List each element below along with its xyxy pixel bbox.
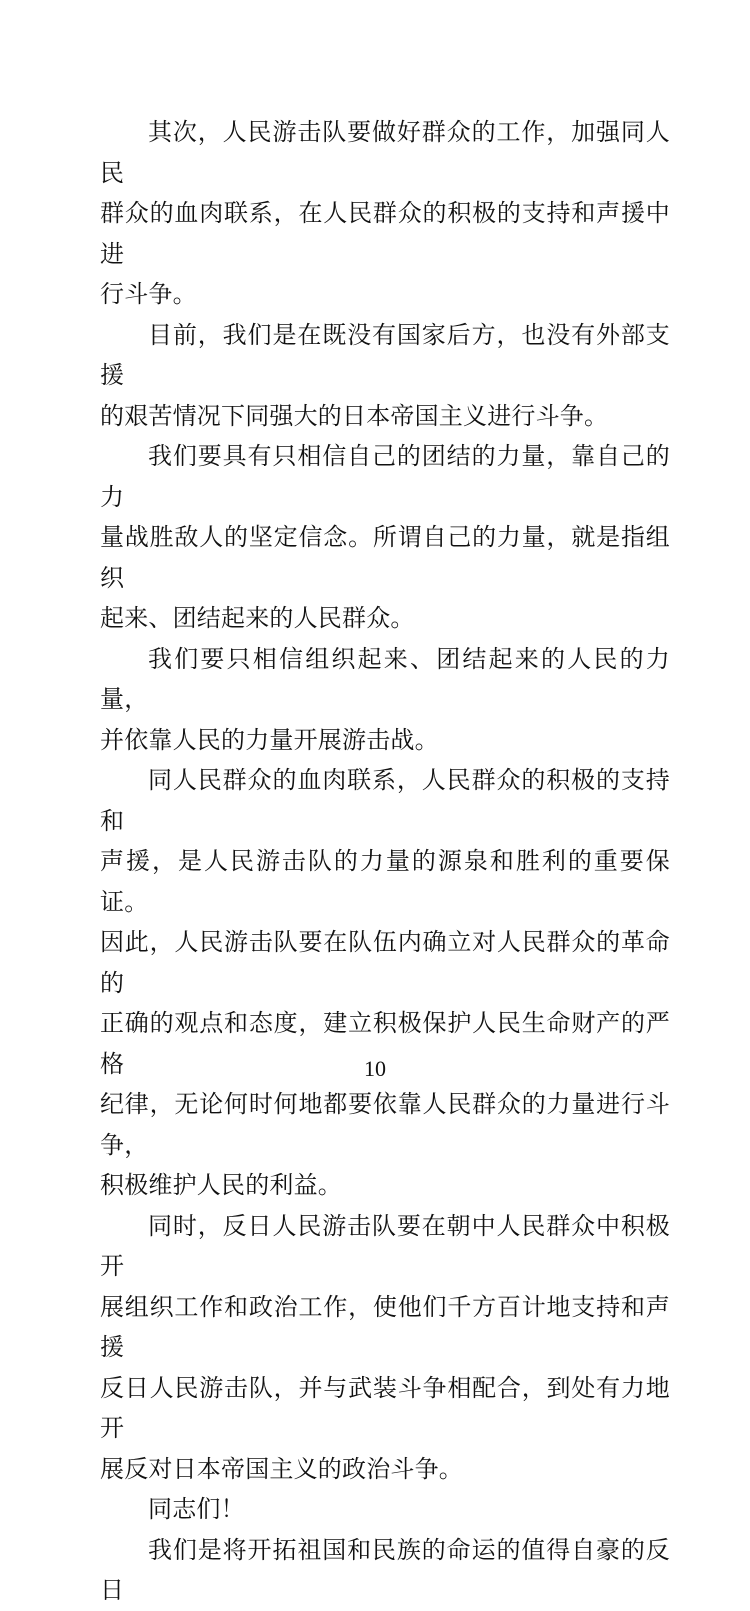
text-line: 行斗争。 <box>100 280 197 308</box>
text-line: 目前，我们是在既没有国家后方，也没有外部支援 <box>100 320 670 389</box>
text-line: 展反对日本帝国主义的政治斗争。 <box>100 1454 463 1483</box>
text-line: 我们要具有只相信自己的团结的力量，靠自己的力 <box>100 442 670 511</box>
text-line: 起来、团结起来的人民群众。 <box>100 604 415 632</box>
text-line: 因此，人民游击队要在队伍内确立对人民群众的革命的 <box>100 928 670 997</box>
text-line: 群众的血肉联系，在人民群众的积极的支持和声援中进 <box>100 199 670 268</box>
text-line: 并依靠人民的力量开展游击战。 <box>100 725 439 754</box>
text-line: 我们要只相信组织起来、团结起来的人民的力量， <box>100 644 670 713</box>
text-line: 展组织工作和政治工作，使他们千方百计地支持和声援 <box>100 1292 670 1361</box>
text-line: 量战胜敌人的坚定信念。所谓自己的力量，就是指组织 <box>100 523 670 592</box>
text-line: 同时，反日人民游击队要在朝中人民群众中积极开 <box>100 1211 670 1280</box>
text-line: 同人民群众的血肉联系，人民群众的积极的支持和 <box>100 766 670 835</box>
text-line: 积极维护人民的利益。 <box>100 1171 342 1199</box>
page-number: 10 <box>364 1056 386 1081</box>
text-line: 其次，人民游击队要做好群众的工作，加强同人民 <box>100 118 670 187</box>
text-line: 同志们！ <box>148 1495 245 1523</box>
text-line: 反日人民游击队，并与武装斗争相配合，到处有力地开 <box>100 1373 670 1442</box>
text-line: 我们是将开拓祖国和民族的命运的值得自豪的反日 <box>100 1535 670 1604</box>
text-line: 声援，是人民游击队的力量的源泉和胜利的重要保证。 <box>100 847 670 916</box>
text-line: 正确的观点和态度，建立积极保护人民生命财产的严格 <box>100 1009 670 1078</box>
body-text <box>100 112 670 1611</box>
text-line: 纪律，无论何时何地都要依靠人民群众的力量进行斗争， <box>100 1090 670 1159</box>
text-line: 的艰苦情况下同强大的日本帝国主义进行斗争。 <box>100 401 609 430</box>
